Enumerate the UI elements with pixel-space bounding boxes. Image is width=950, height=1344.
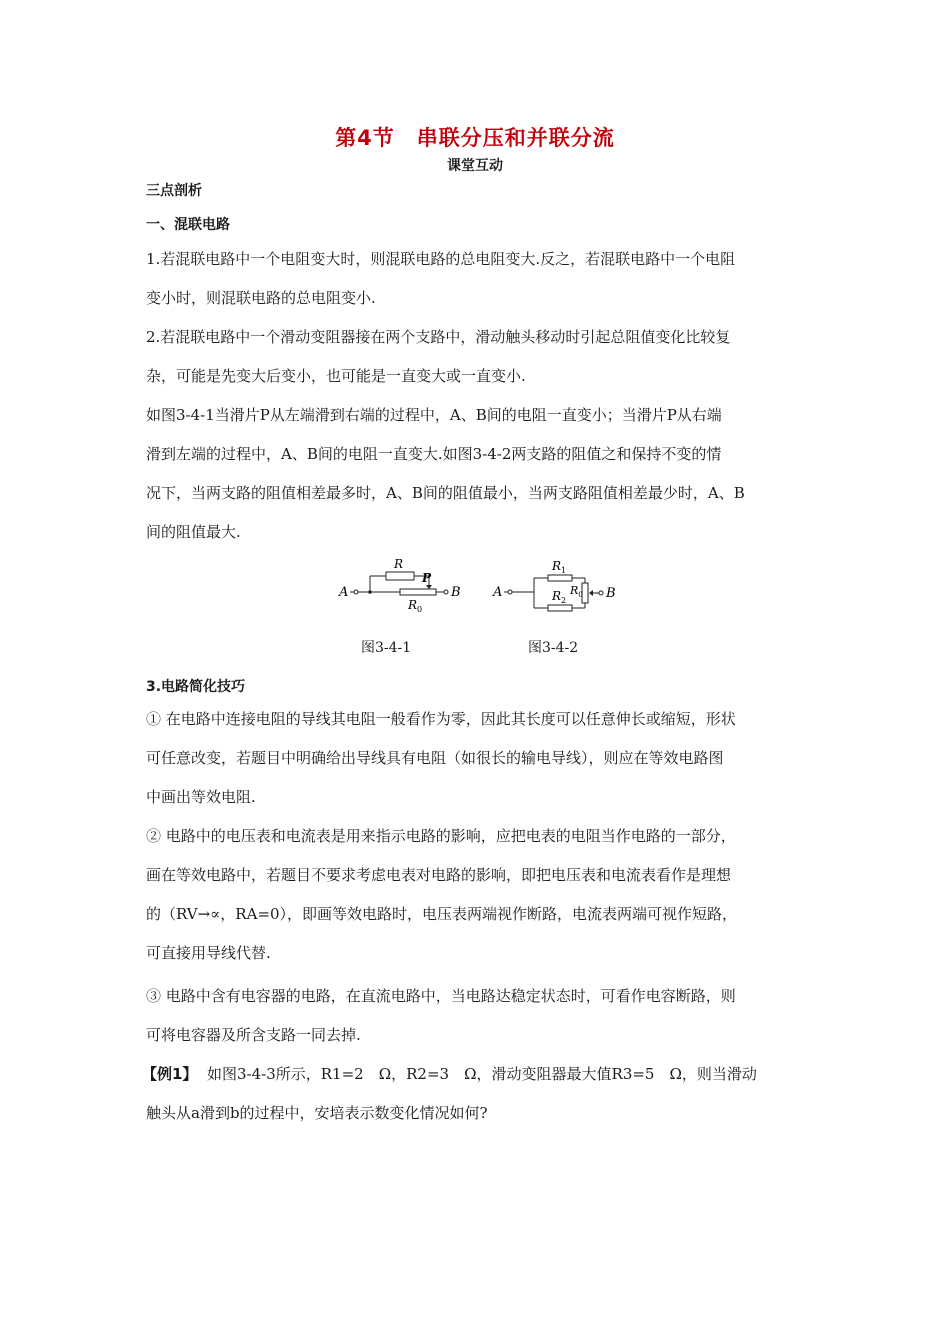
resistor-r1: [548, 575, 572, 581]
fig2-label-a: A: [493, 585, 503, 600]
fig2-label-r1: $R_1$: [552, 559, 567, 575]
figure-caption-3-4-1: 图3-4-1: [361, 640, 412, 656]
paragraph-2: [146, 318, 814, 396]
example-line-2: 触头从a滑到b的过程中，安培表示数变化情况如何?: [146, 1104, 488, 1122]
example-line-1: [142, 1055, 810, 1094]
p3-line-4: 间的阻值最大.: [146, 523, 241, 541]
figure-3-4-2-circuit: [490, 556, 625, 616]
page-title: 第4节 串联分压和并联分流: [335, 126, 615, 150]
fig1-label-p: P: [422, 571, 432, 585]
p1-line-1: 1.若混联电路中一个电阻变大时，则混联电路的总电阻变大.反之，若混联电路中一个电阻: [146, 250, 736, 268]
heading-simplification: 3.电路简化技巧: [146, 679, 246, 695]
section-heading: 三点剖析: [146, 183, 202, 199]
fig2-label-b: B: [606, 586, 616, 601]
tip-2: [146, 817, 814, 973]
p2-line-1: 2.若混联电路中一个滑动变阻器接在两个支路中，滑动触头移动时引起总阻值变化比较复: [146, 328, 731, 346]
fig1-label-r0: $R_0$: [408, 598, 423, 614]
resistor-r: [386, 572, 414, 580]
example-label: 【例1】: [142, 1065, 198, 1083]
tip2-line-2: 画在等效电路中，若题目不要求考虑电表对电路的影响，即把电压表和电流表看作是理想: [146, 866, 732, 884]
resistor-r2: [548, 605, 572, 611]
fig2-label-r2: $R_2$: [552, 589, 567, 605]
tip-1: [146, 700, 814, 817]
slider-arrow: [426, 585, 432, 589]
figure-caption-3-4-2: 图3-4-2: [528, 640, 579, 656]
p3-line-1: 如图3-4-1当滑片P从左端滑到右端的过程中，A、B间的电阻一直变小；当滑片P从右端: [146, 406, 722, 424]
tip3-line-2: 可将电容器及所含支路一同去掉.: [146, 1026, 361, 1044]
tip1-line-3: 中画出等效电阻.: [146, 788, 256, 806]
tip-3: [146, 977, 814, 1055]
fig1-label-a: A: [339, 585, 349, 600]
rheostat-r0: [400, 589, 436, 595]
tip1-line-2: 可任意改变，若题目中明确给出导线具有电阻（如很长的输电导线），则应在等效电路图: [146, 749, 724, 767]
rheostat-r0: [582, 583, 588, 603]
heading-mixed-circuit: 一、混联电路: [146, 217, 230, 233]
paragraph-1: [146, 240, 814, 318]
example-1: [142, 1055, 810, 1133]
fig1-label-b: B: [451, 585, 461, 600]
figure-3-4-1-circuit: [336, 556, 466, 616]
tip2-line-3: 的（RV→∝，RA=0），即画等效电路时，电压表两端视作断路，电流表两端可视作短路，: [146, 905, 738, 923]
fig1-label-r: R: [394, 557, 404, 571]
slider-arrow: [589, 590, 593, 596]
p1-line-2: 变小时，则混联电路的总电阻变小.: [146, 289, 376, 307]
p2-line-2: 杂，可能是先变大后变小，也可能是一直变大或一直变小.: [146, 367, 526, 385]
example-text-1: 如图3-4-3所示，R1=2 Ω，R2=3 Ω，滑动变阻器最大值R3=5 Ω，则当滑动: [206, 1065, 757, 1083]
tip2-line-1: ② 电路中的电压表和电流表是用来指示电路的影响，应把电表的电阻当作电路的一部分，: [146, 827, 736, 845]
tip3-line-1: ③ 电路中含有电容器的电路，在直流电路中，当电路达稳定状态时，可看作电容断路，则: [146, 987, 736, 1005]
paragraph-3: [146, 396, 814, 552]
fig2-label-r0: $R_0$: [570, 584, 583, 599]
tip1-line-1: ① 在电路中连接电阻的导线其电阻一般看作为零，因此其长度可以任意伸长或缩短，形状: [146, 710, 736, 728]
tip2-line-4: 可直接用导线代替.: [146, 944, 271, 962]
p3-line-3: 况下，当两支路的阻值相差最多时，A、B间的阻值最小，当两支路阻值相差最少时，A、B: [146, 484, 745, 502]
page-subtitle: 课堂互动: [447, 158, 503, 174]
p3-line-2: 滑到左端的过程中，A、B间的电阻一直变大.如图3-4-2两支路的阻值之和保持不变的情: [146, 445, 722, 463]
